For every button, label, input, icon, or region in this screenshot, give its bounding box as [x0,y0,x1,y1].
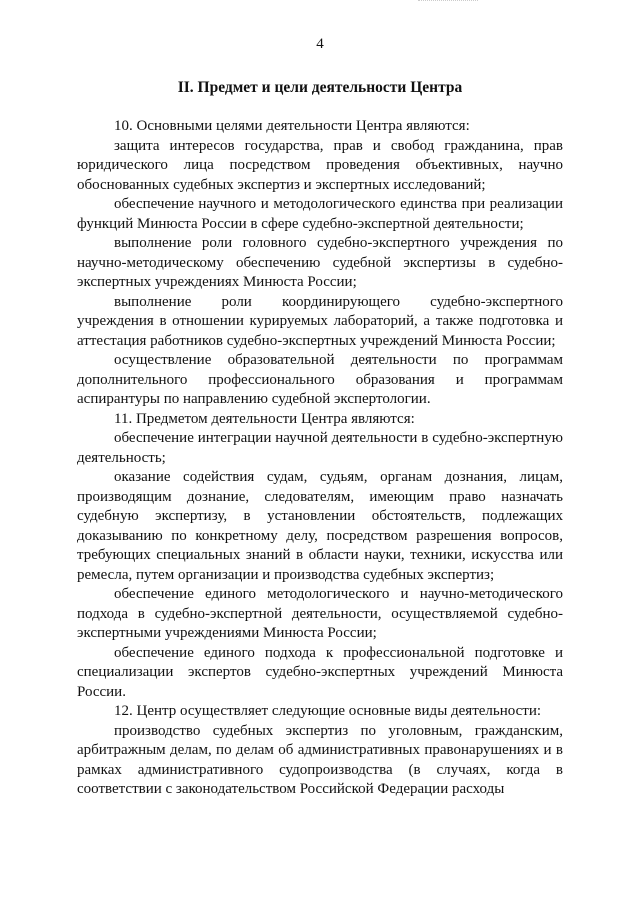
paragraph-subject-approach: обеспечение единого методологического и научно-методического подхода в судебно-экспертной деятельности, осуществляемой судебно-экспертными учреждениями Минюста России; [77,586,563,641]
paragraph-10-intro: 10. Основными целями деятельности Центра являются: [114,118,470,134]
paragraph-goal-protection: защита интересов государства, прав и свобод гражданина, прав юридического лица посредством проведения объективных, научно обоснованных судебных экспертиз и экспертных исследований; [77,137,563,193]
paragraph-goal-education: осуществление образовательной деятельности по программам дополнительного профессионального образования и программам аспирантуры по направлению судебной экспертологии. [77,352,563,407]
paragraph-subject-training: обеспечение единого подхода к профессиональной подготовке и специализации экспертов судебно-экспертных учреждений Минюста России. [77,644,563,700]
paragraph-subject-integration: обеспечение интеграции научной деятельности в судебно-экспертную деятельность; [77,430,563,466]
section-heading: II. Предмет и цели деятельности Центра [177,79,463,96]
document-body [77,117,563,800]
paragraph-goal-methodological-unity: обеспечение научного и методологического единства при реализации функций Минюста России в сфере судебно-экспертной деятельности; [77,196,563,232]
paragraph-subject-assistance: оказание содействия судам, судьям, органам дознания, лицам, производящим дознание, следователям, имеющим право назначать судебную экспертизу, в установлении обстоятельств, подлежащих доказыванию по конкретному делу, посредством разрешения вопросов, требующих специальных знаний в области науки, техники, искусства или ремесла, путем организации и производства судебных экспертиз; [77,469,563,583]
paragraph-12-intro: 12. Центр осуществляет следующие основные виды деятельности: [114,703,542,719]
page-number: 4 [316,36,324,52]
paragraph-goal-coordinating: выполнение роли координирующего судебно-экспертного учреждения в отношении курируемых лабораторий, а также подготовка и аттестация работников судебно-экспертных учреждений Минюста России; [77,293,563,349]
paragraph-activity-expertise: производство судебных экспертиз по уголовным, гражданским, арбитражным делам, по делам об административных правонарушениях и в рамках административного судопроизводства (в случаях, когда в соответствии с законодательством Российской Федерации расходы [77,722,563,797]
paragraph-11-intro: 11. Предметом деятельности Центра являются: [114,410,415,427]
paragraph-goal-lead-institution: выполнение роли головного судебно-экспертного учреждения по научно-методическому обеспечению судебной экспертизы в судебно-экспертных учреждениях Минюста России; [77,235,563,290]
scan-edge-mark [418,0,478,3]
